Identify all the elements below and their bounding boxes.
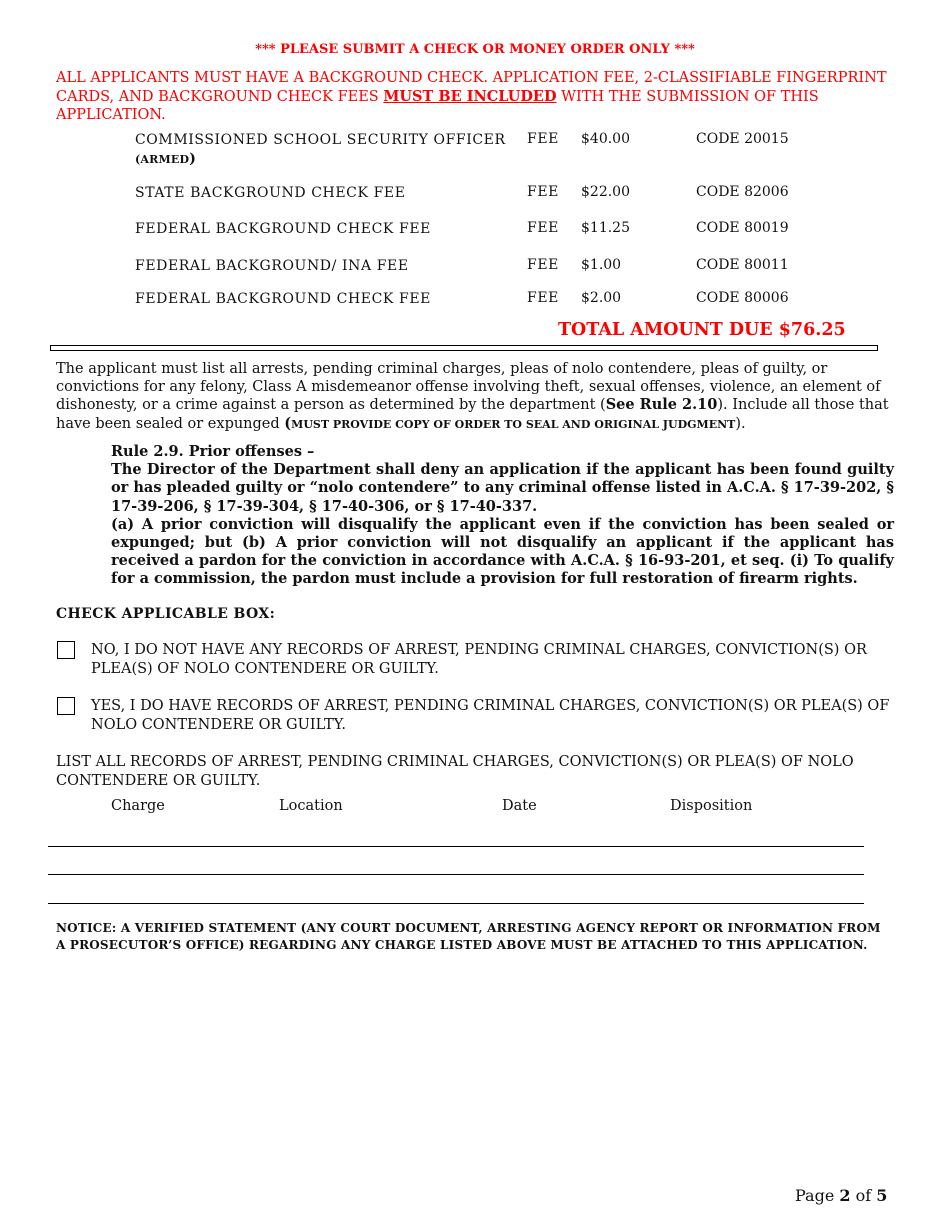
- applicants-text-end: WITH THE SUBMISSION OF THIS APPLICATION.: [56, 88, 819, 123]
- yes-records-checkbox[interactable]: [57, 697, 75, 715]
- rule-title: Rule 2.9. Prior offenses –: [111, 443, 315, 460]
- submit-note: *** PLEASE SUBMIT A CHECK OR MONEY ORDER ONLY ***: [255, 42, 695, 57]
- page-total: 5: [876, 1186, 888, 1205]
- fee-label: FEE: [527, 131, 559, 147]
- records-instruction: LIST ALL RECORDS OF ARREST, PENDING CRIMINAL CHARGES, CONVICTION(S) OR PLEA(S) OF NOLO CONTENDERE OR GUILTY.: [56, 754, 854, 789]
- see-rule-reference: See Rule 2.10: [605, 396, 718, 414]
- fee-code: CODE 80019: [696, 220, 789, 236]
- page-word: Page: [795, 1186, 835, 1205]
- no-records-checkbox[interactable]: [57, 641, 75, 659]
- fee-code: CODE 80006: [696, 290, 789, 306]
- check-applicable-heading: CHECK APPLICABLE BOX:: [56, 606, 276, 622]
- fee-name: FEDERAL BACKGROUND/ INA FEE: [135, 258, 409, 274]
- fee-amount: $22.00: [581, 184, 630, 200]
- column-header-disposition: Disposition: [670, 798, 753, 814]
- paren-open: (: [284, 414, 292, 432]
- record-entry-line[interactable]: [48, 874, 864, 875]
- fee-row: [135, 131, 855, 167]
- no-records-option-label: NO, I DO NOT HAVE ANY RECORDS OF ARREST, PENDING CRIMINAL CHARGES, CONVICTION(S) OR PLEA(S) OF NOLO CONTENDERE OR GUILTY.: [91, 642, 867, 677]
- record-entry-line[interactable]: [48, 846, 864, 847]
- fee-row: [135, 220, 855, 256]
- fee-name: [135, 131, 515, 169]
- column-header-location: Location: [279, 798, 343, 814]
- fee-name-text: COMMISSIONED SCHOOL SECURITY OFFICER: [135, 132, 506, 148]
- applicants-requirement: [56, 69, 896, 125]
- fee-name-qualifier-close: ): [189, 151, 197, 167]
- disclosure-text: The applicant must list all arrests, pending criminal charges, pleas of nolo contendere, pleas of guilty, or convictions for any felony, Class A misdemeanor offense involving theft, sexual offenses, violence, an element of dishonesty, or a crime against a person as determined by the department (: [56, 361, 881, 414]
- fee-name-qualifier: (ARMED: [135, 153, 190, 166]
- applicants-text-start: ALL APPLICANTS MUST HAVE A BACKGROUND CHECK. APPLICATION FEE, 2-CLASSIFIABLE FINGERPRINT CARDS, AND BACKGROUND CHECK FEES: [56, 70, 887, 105]
- total-amount-due: TOTAL AMOUNT DUE $76.25: [558, 320, 846, 340]
- fee-row: [135, 184, 855, 220]
- fee-amount: $11.25: [581, 220, 630, 236]
- fee-name: STATE BACKGROUND CHECK FEE: [135, 185, 406, 201]
- fee-amount: $40.00: [581, 131, 630, 147]
- of-word: of: [855, 1186, 872, 1205]
- fee-code: CODE 82006: [696, 184, 789, 200]
- page-current: 2: [839, 1186, 851, 1205]
- rule-text: The Director of the Department shall deny an application if the applicant has been found guilty or has pleaded guilty or “nolo contendere” to any criminal offense listed in A.C.A. § 17-39-202, § 17-39-206, § 17-39-304, § 17-40-306, or § 17-40-337.: [111, 461, 894, 515]
- fee-row: [135, 257, 855, 293]
- fee-label: FEE: [527, 220, 559, 236]
- rule-2-9-block: [111, 443, 894, 589]
- column-header-date: Date: [502, 798, 537, 814]
- fee-label: FEE: [527, 290, 559, 306]
- must-provide-note: MUST PROVIDE COPY OF ORDER TO SEAL AND ORIGINAL JUDGMENT: [291, 417, 736, 431]
- record-entry-line[interactable]: [48, 903, 864, 904]
- column-header-charge: Charge: [111, 798, 165, 814]
- paren-close: ).: [735, 415, 746, 432]
- fee-name: FEDERAL BACKGROUND CHECK FEE: [135, 221, 431, 237]
- disclosure-text-cont: ). Include all those that have been sealed or expunged: [56, 397, 889, 432]
- fee-amount: $1.00: [581, 257, 622, 273]
- section-divider: [50, 345, 878, 351]
- fee-code: CODE 20015: [696, 131, 789, 147]
- rule-text-conditions: (a) A prior conviction will disqualify the applicant even if the conviction has been sealed or expunged; but (b) A prior conviction will not disqualify an applicant if the applicant has received a pardon for the conviction in accordance with A.C.A. § 16-93-201, et seq. (i) To qualify for a commission, the pardon must include a provision for full restoration of firearm rights.: [111, 515, 894, 588]
- fee-name: FEDERAL BACKGROUND CHECK FEE: [135, 291, 431, 307]
- fee-label: FEE: [527, 184, 559, 200]
- fee-amount: $2.00: [581, 290, 622, 306]
- page-number: [795, 1186, 887, 1205]
- yes-records-option-label: YES, I DO HAVE RECORDS OF ARREST, PENDING CRIMINAL CHARGES, CONVICTION(S) OR PLEA(S) OF NOLO CONTENDERE OR GUILTY.: [91, 698, 890, 733]
- disclosure-paragraph: [56, 360, 896, 434]
- must-be-included-emphasis: MUST BE INCLUDED: [383, 87, 557, 105]
- fee-label: FEE: [527, 257, 559, 273]
- verified-statement-notice: NOTICE: A VERIFIED STATEMENT (ANY COURT DOCUMENT, ARRESTING AGENCY REPORT OR INFORMATION FROM A PROSECUTOR’S OFFICE) REGARDING ANY CHARGE LISTED ABOVE MUST BE ATTACHED TO THIS APPLICATION.: [56, 921, 881, 952]
- fee-code: CODE 80011: [696, 257, 789, 273]
